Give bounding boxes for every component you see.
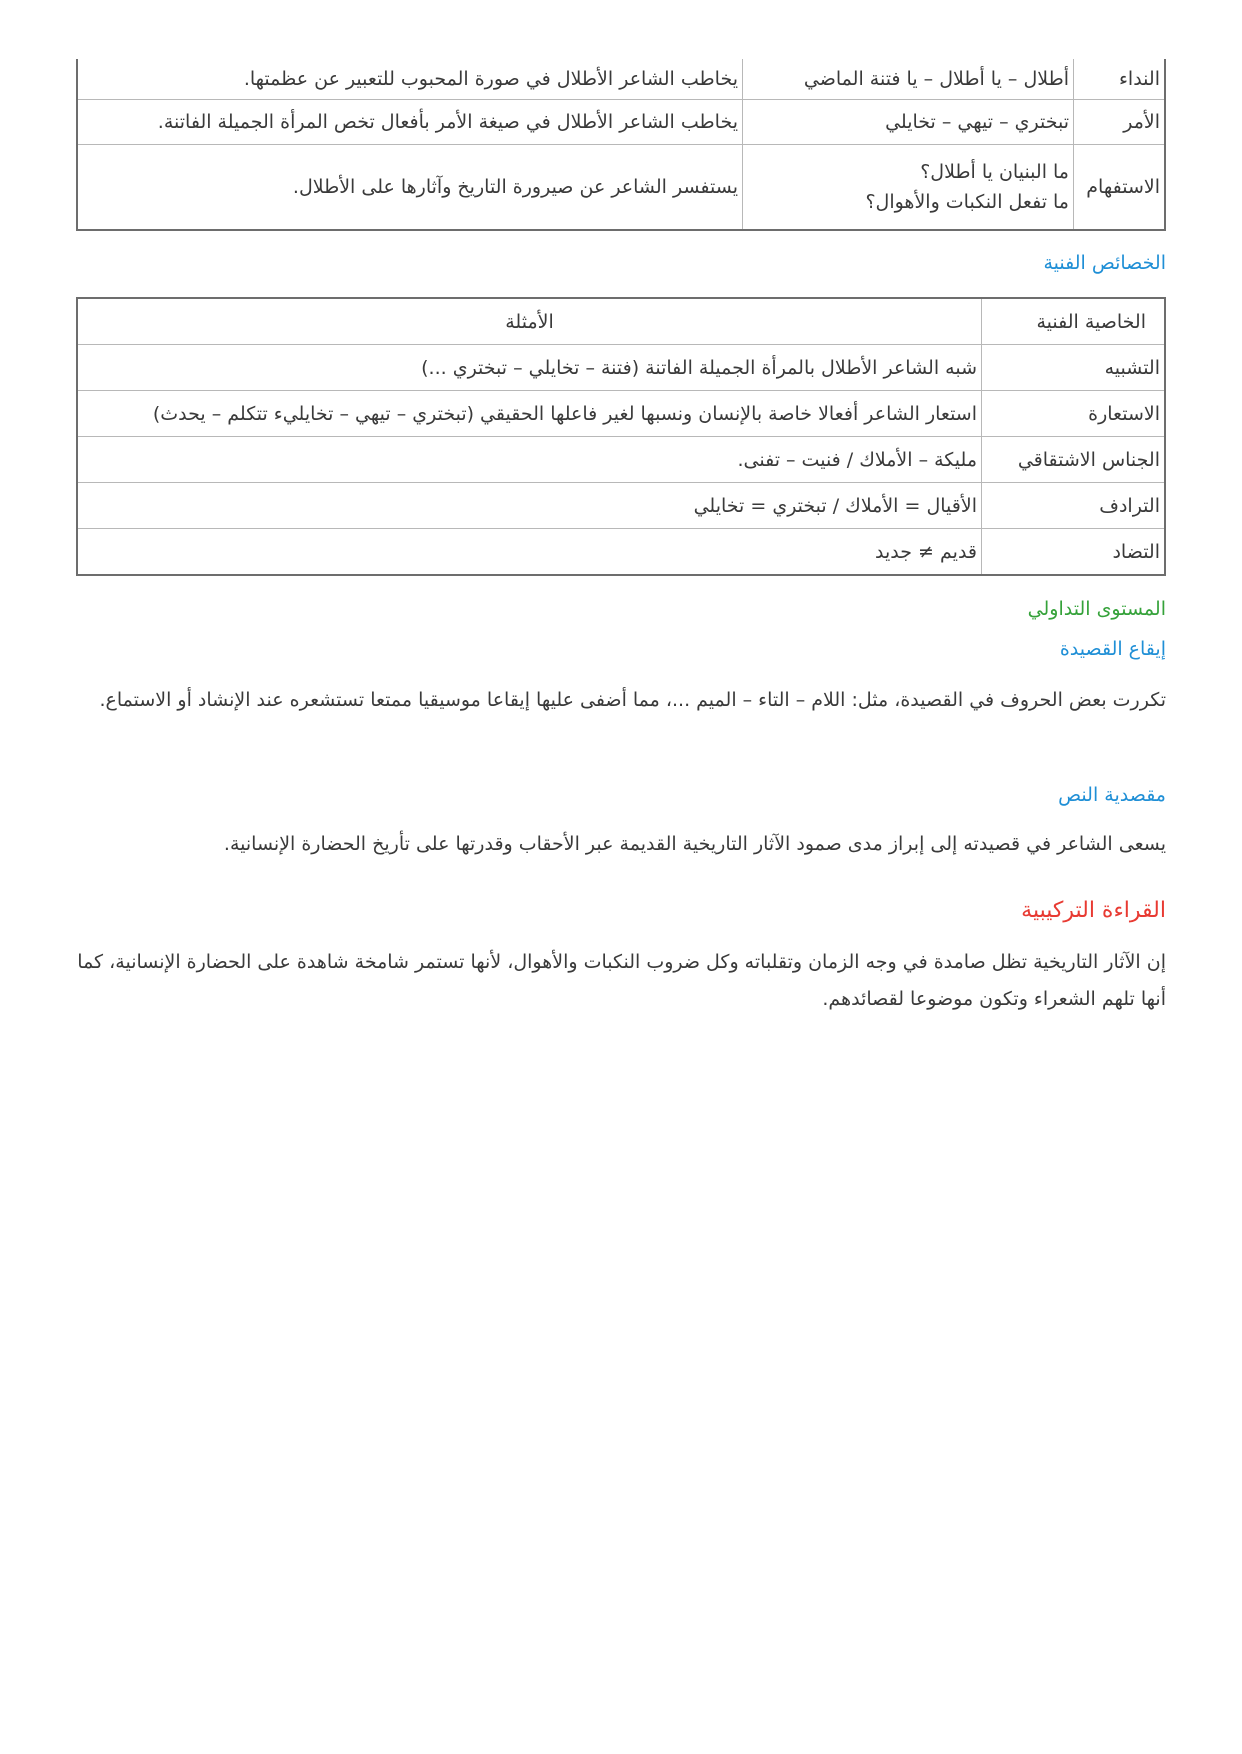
table-row: [77, 483, 1165, 529]
feature-cell: التضاد: [982, 529, 1166, 576]
table-row: [77, 437, 1165, 483]
table-row: [77, 100, 1165, 145]
explanation-cell: يخاطب الشاعر الأطلال في صورة المحبوب للتعبير عن عظمتها.: [77, 59, 743, 100]
feature-cell: الاستعارة: [982, 391, 1166, 437]
feature-cell: الجناس الاشتقاقي: [982, 437, 1166, 483]
example-cell: [743, 145, 1074, 231]
table-row: [77, 59, 1165, 100]
example-cell: قديم ≠ جديد: [77, 529, 982, 576]
style-cell: الأمر: [1074, 100, 1166, 145]
text-intent-heading: مقصدية النص: [1058, 784, 1166, 806]
artistic-features-heading: الخصائص الفنية: [1043, 252, 1166, 274]
rhythm-heading: إيقاع القصيدة: [1059, 638, 1166, 660]
table-row: [77, 145, 1165, 231]
column-header-feature: الخاصية الفنية: [982, 298, 1166, 345]
column-header-examples: الأمثلة: [77, 298, 982, 345]
feature-cell: التشبيه: [982, 345, 1166, 391]
example-cell: استعار الشاعر أفعالا خاصة بالإنسان ونسبها لغير فاعلها الحقيقي (تبختري – تيهي – تخايليء تتكلم – يحدث): [77, 391, 982, 437]
pragmatic-level-heading: المستوى التداولي: [1027, 598, 1166, 620]
example-cell: تبختري – تيهي – تخايلي: [743, 100, 1074, 145]
table-row: [77, 345, 1165, 391]
example-line-2: ما تفعل النكبات والأهوال؟: [865, 191, 1069, 213]
example-line-1: ما البنيان يا أطلال؟: [920, 161, 1069, 183]
feature-cell: الترادف: [982, 483, 1166, 529]
rhetoric-styles-table: [76, 59, 1166, 231]
table-row: [77, 391, 1165, 437]
style-cell: النداء: [1074, 59, 1166, 100]
example-cell: مليكة – الأملاك / فنيت – تفنى.: [77, 437, 982, 483]
synthesis-paragraph: إن الآثار التاريخية تظل صامدة في وجه الزمان وتقلباته وكل ضروب النكبات والأهوال، لأنها تستمر شامخة شاهدة على الحضارة الإنسانية، كما أنها تلهم الشعراء وتكون موضوعا لقصائدهم.: [77, 951, 1166, 1010]
rhythm-paragraph: تكررت بعض الحروف في القصيدة، مثل: اللام – التاء – الميم ...، مما أضفى عليها إيقاعا موسيقيا ممتعا تستشعره عند الإنشاد أو الاستماع.: [99, 689, 1166, 711]
example-cell: الأقيال = الأملاك / تبختري = تخايلي: [77, 483, 982, 529]
style-cell: الاستفهام: [1074, 145, 1166, 231]
table-header-row: [77, 298, 1165, 345]
artistic-features-table: [76, 297, 1166, 576]
explanation-cell: يخاطب الشاعر الأطلال في صيغة الأمر بأفعال تخص المرأة الجميلة الفاتنة.: [77, 100, 743, 145]
example-cell: أطلال – يا أطلال – يا فتنة الماضي: [743, 59, 1074, 100]
text-intent-paragraph: يسعى الشاعر في قصيدته إلى إبراز مدى صمود الآثار التاريخية القديمة عبر الأحقاب وقدرتها على تأريخ الحضارة الإنسانية.: [223, 833, 1166, 855]
explanation-cell: يستفسر الشاعر عن صيرورة التاريخ وآثارها على الأطلال.: [77, 145, 743, 231]
table-row: [77, 529, 1165, 576]
example-cell: شبه الشاعر الأطلال بالمرأة الجميلة الفاتنة (فتنة – تخايلي – تبختري ...): [77, 345, 982, 391]
synthesis-reading-heading: القراءة التركيبية: [1021, 898, 1166, 923]
